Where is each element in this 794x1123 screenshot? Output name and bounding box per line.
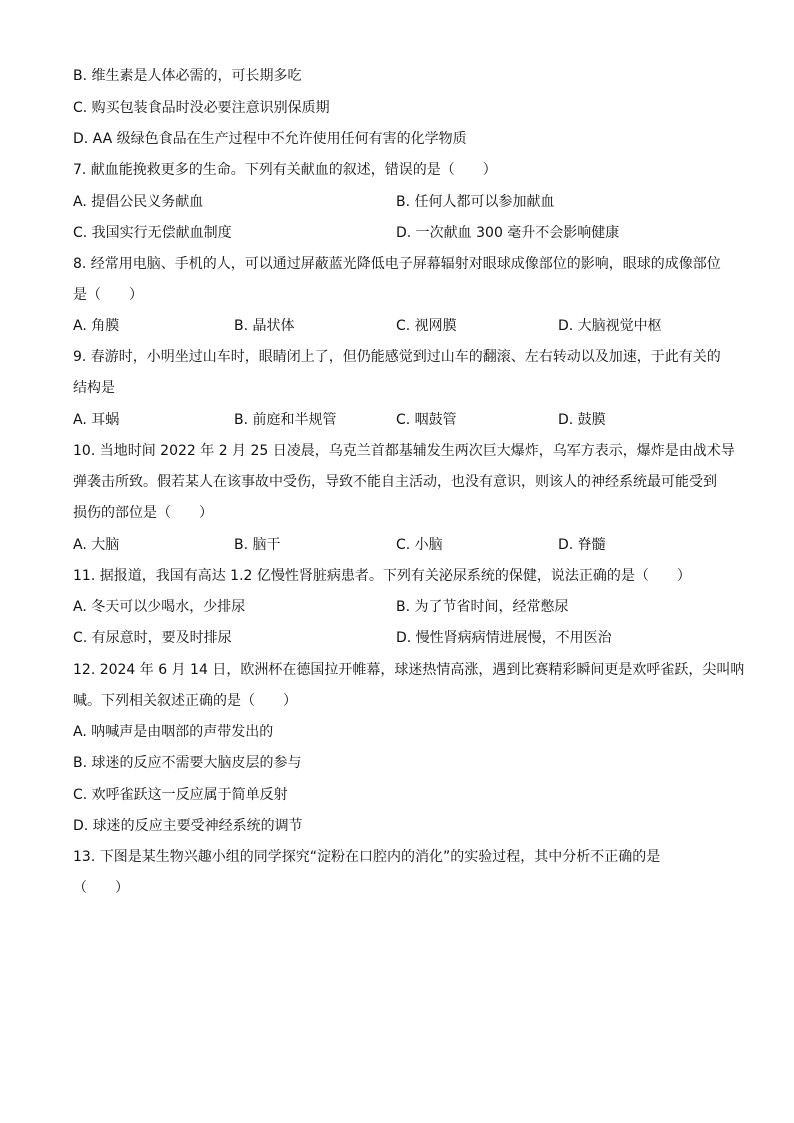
q9-option-c: C. 咽鼓管: [396, 412, 457, 428]
q8-stem-line1: 8. 经常用电脑、手机的人，可以通过屏蔽蓝光降低电子屏幕辐射对眼球成像部位的影响，眼球的成像部位: [73, 256, 721, 272]
q13-stem-line1: 13. 下图是某生物兴趣小组的同学探究“淀粉在口腔内的消化”的实验过程，其中分析不正确的是: [73, 849, 661, 865]
q6-option-c: C. 购买包装食品时没必要注意识别保质期: [73, 100, 330, 116]
q11-option-d: D. 慢性肾病病情进展慢，不用医治: [396, 630, 612, 646]
q7-stem: 7. 献血能挽救更多的生命。下列有关献血的叙述，错误的是（ ）: [73, 162, 497, 178]
q6-option-b: B. 维生素是人体必需的，可长期多吃: [73, 68, 302, 84]
q9-option-d: D. 鼓膜: [558, 412, 606, 428]
q8-option-d: D. 大脑视觉中枢: [558, 318, 662, 334]
q11-option-b: B. 为了节省时间，经常憋尿: [396, 599, 569, 615]
q9-stem-line1: 9. 春游时，小明坐过山车时，眼睛闭上了，但仍能感觉到过山车的翻滚、左右转动以及加速，于此有关的: [73, 349, 721, 365]
q12-option-b: B. 球迷的反应不需要大脑皮层的参与: [73, 755, 302, 771]
q9-option-a: A. 耳蜗: [73, 412, 120, 428]
q11-option-a: A. 冬天可以少喝水，少排尿: [73, 599, 246, 615]
q12-option-a: A. 呐喊声是由咽部的声带发出的: [73, 724, 274, 740]
q8-stem-line2: 是（ ）: [73, 287, 143, 303]
q7-option-a: A. 提倡公民义务献血: [73, 194, 204, 210]
q10-stem-line2: 弹袭击所致。假若某人在该事故中受伤，导致不能自主活动，也没有意识，则该人的神经系统最可能受到: [73, 474, 717, 490]
q11-stem: 11. 据报道，我国有高达 1.2 亿慢性肾脏病患者。下列有关泌尿系统的保健，说法正确的是（ ）: [73, 568, 691, 584]
q10-option-b: B. 脑干: [234, 537, 281, 553]
q8-option-c: C. 视网膜: [396, 318, 457, 334]
q10-option-c: C. 小脑: [396, 537, 443, 553]
q11-option-c: C. 有尿意时，要及时排尿: [73, 630, 232, 646]
q6-option-d: D. AA 级绿色食品在生产过程中不允许使用任何有害的化学物质: [73, 131, 467, 147]
q9-stem-line2: 结构是: [73, 380, 115, 396]
q12-option-d: D. 球迷的反应主要受神经系统的调节: [73, 818, 303, 834]
q10-stem-line1: 10. 当地时间 2022 年 2 月 25 日凌晨，乌克兰首都基辅发生两次巨大爆炸，乌军方表示，爆炸是由战术导: [73, 443, 735, 459]
q9-option-b: B. 前庭和半规管: [234, 412, 337, 428]
q10-stem-line3: 损伤的部位是（ ）: [73, 505, 213, 521]
q12-stem-line2: 喊。下列相关叙述正确的是（ ）: [73, 693, 297, 709]
q12-option-c: C. 欢呼雀跃这一反应属于简单反射: [73, 787, 288, 803]
q10-option-d: D. 脊髓: [558, 537, 606, 553]
q7-option-c: C. 我国实行无偿献血制度: [73, 225, 232, 241]
q8-option-a: A. 角膜: [73, 318, 120, 334]
q7-option-d: D. 一次献血 300 毫升不会影响健康: [396, 225, 620, 241]
q8-option-b: B. 晶状体: [234, 318, 295, 334]
q12-stem-line1: 12. 2024 年 6 月 14 日，欧洲杯在德国拉开帷幕，球迷热情高涨，遇到比赛精彩瞬间更是欢呼雀跃，尖叫呐: [73, 662, 745, 678]
q7-option-b: B. 任何人都可以参加献血: [396, 194, 555, 210]
q13-stem-line2: （ ）: [73, 880, 129, 896]
q10-option-a: A. 大脑: [73, 537, 120, 553]
